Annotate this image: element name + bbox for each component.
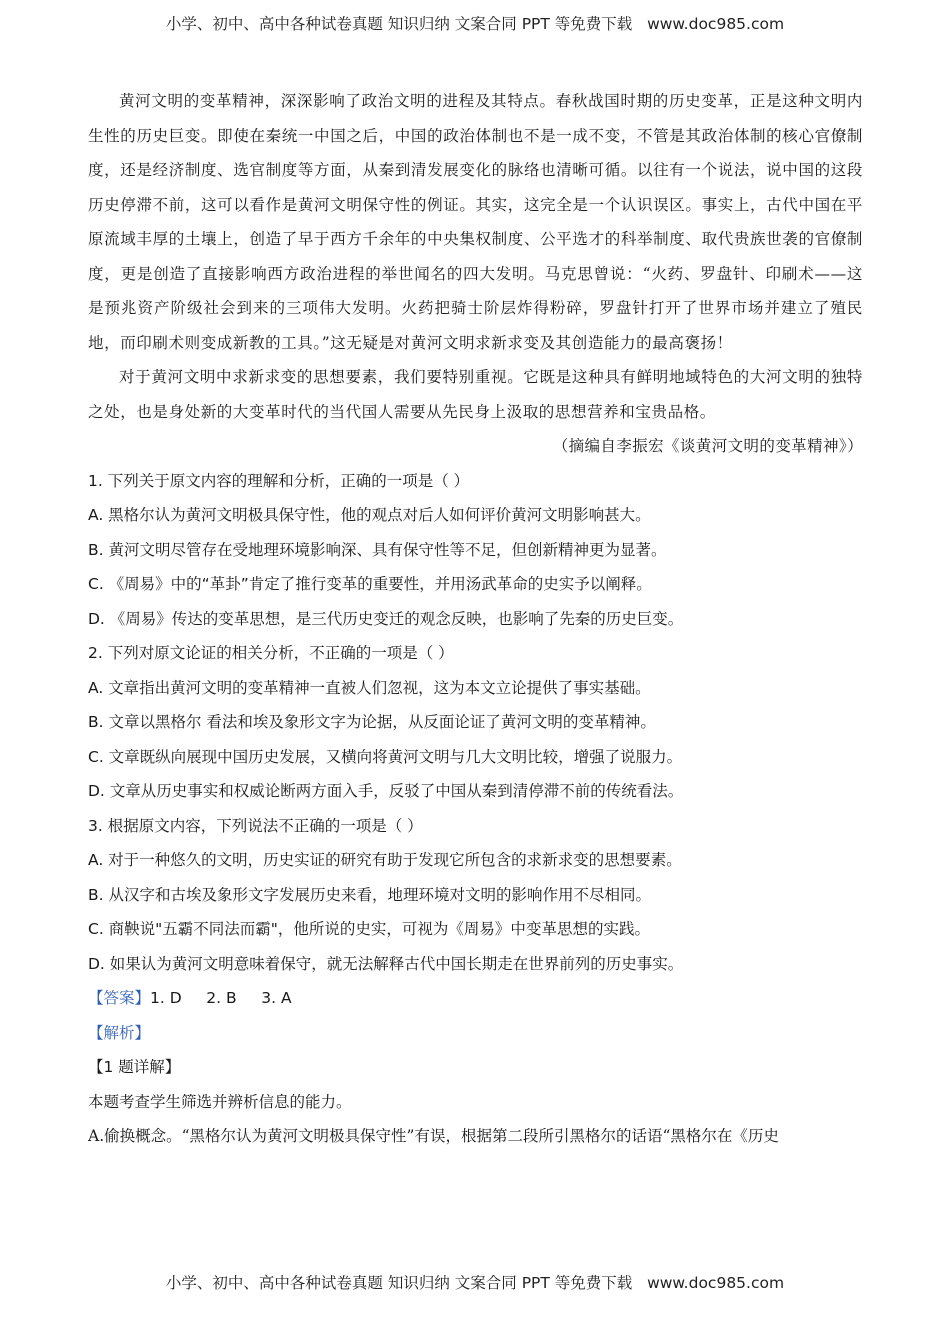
passage-paragraph-1: 黄河文明的变革精神，深深影响了政治文明的进程及其特点。春秋战国时期的历史变革，正是这种文明内生性的历史巨变。即使在秦统一中国之后，中国的政治体制也不是一成不变，不管是其政治体制的核心官僚制度，还是经济制度、选官制度等方面，从秦到清发展变化的脉络也清晰可循。以往有一个说法，说中国的这段历史停滞不前，这可以看作是黄河文明保守性的例证。其实，这完全是一个认识误区。事实上，古代中国在平原流域丰厚的土壤上，创造了早于西方千余年的中央集权制度、公平选才的科举制度、取代贵族世袭的官僚制度，更是创造了直接影响西方政治进程的举世闻名的四大发明。马克思曾说：“火药、罗盘针、印刷术——这是预兆资产阶级社会到来的三项伟大发明。火药把骑士阶层炸得粉碎，罗盘针打开了世界市场并建立了殖民地，而印刷术则变成新教的工具。”这无疑是对黄河文明求新求变及其创造能力的最高褒扬！	[88, 92, 863, 352]
option-c: C. 文章既纵向展现中国历史发展，又横向将黄河文明与几大文明比较，增强了说服力。	[88, 747, 683, 766]
option-b: B. 文章以黑格尔 看法和埃及象形文字为论据，从反面论证了黄河文明的变革精神。	[88, 713, 656, 731]
detail-line-2: A.偷换概念。“黑格尔认为黄河文明极具保守性”有误，根据第二段所引黑格尔的话语“黑格尔在《历史	[88, 1127, 779, 1145]
question-1	[88, 464, 863, 637]
option-a: A. 对于一种悠久的文明，历史实证的研究有助于发现它所包含的求新求变的思想要素。	[88, 851, 682, 869]
option-a: A. 黑格尔认为黄河文明极具保守性，他的观点对后人如何评价黄河文明影响甚大。	[88, 506, 651, 524]
document-page	[88, 84, 863, 1154]
passage-source: （摘编自李振宏《谈黄河文明的变革精神》）	[552, 437, 863, 455]
page-footer: 小学、初中、高中各种试卷真题 知识归纳 文案合同 PPT 等免费下载 www.doc985.com	[165, 1274, 785, 1292]
question-stem: 3. 根据原文内容，下列说法不正确的一项是（ ）	[88, 816, 423, 835]
option-d: D. 文章从历史事实和权威论断两方面入手，反驳了中国从秦到清停滞不前的传统看法。	[88, 782, 684, 800]
question-2	[88, 636, 863, 809]
option-c: C. 《周易》中的“革卦”肯定了推行变革的重要性，并用汤武革命的史实予以阐释。	[88, 575, 652, 593]
answer-label: 【答案】	[88, 989, 151, 1007]
answer-text: 1. D 2. B 3. A	[150, 989, 292, 1007]
option-d: D. 如果认为黄河文明意味着保守，就无法解释古代中国长期走在世界前列的历史事实。	[88, 954, 684, 973]
option-b: B. 从汉字和古埃及象形文字发展历史来看，地理环境对文明的影响作用不尽相同。	[88, 885, 651, 904]
option-c: C. 商鞅说"五霸不同法而霸"，他所说的史实，可视为《周易》中变革思想的实践。	[88, 920, 650, 938]
question-3	[88, 809, 863, 982]
question-stem: 2. 下列对原文论证的相关分析，不正确的一项是（ ）	[88, 644, 454, 662]
page-header: 小学、初中、高中各种试卷真题 知识归纳 文案合同 PPT 等免费下载 www.doc985.com	[165, 15, 785, 33]
detail-line-1: 本题考查学生筛选并辨析信息的能力。	[88, 1092, 352, 1111]
option-d: D. 《周易》传达的变革思想，是三代历史变迁的观念反映，也影响了先秦的历史巨变。	[88, 609, 684, 628]
option-a: A. 文章指出黄河文明的变革精神一直被人们忽视，这为本文立论提供了事实基础。	[88, 678, 651, 697]
question-stem: 1. 下列关于原文内容的理解和分析，正确的一项是（ ）	[88, 471, 470, 490]
analysis-label: 【解析】	[88, 1023, 151, 1042]
option-b: B. 黄河文明尽管存在受地理环境影响深、具有保守性等不足，但创新精神更为显著。	[88, 540, 667, 559]
passage-paragraph-2: 对于黄河文明中求新求变的思想要素，我们要特别重视。它既是这种具有鲜明地域特色的大河文明的独特之处，也是身处新的大变革时代的当代国人需要从先民身上汲取的思想营养和宝贵品格。	[88, 368, 863, 421]
answer-line	[88, 981, 863, 1016]
detail-heading: 【1 题详解】	[88, 1058, 181, 1076]
